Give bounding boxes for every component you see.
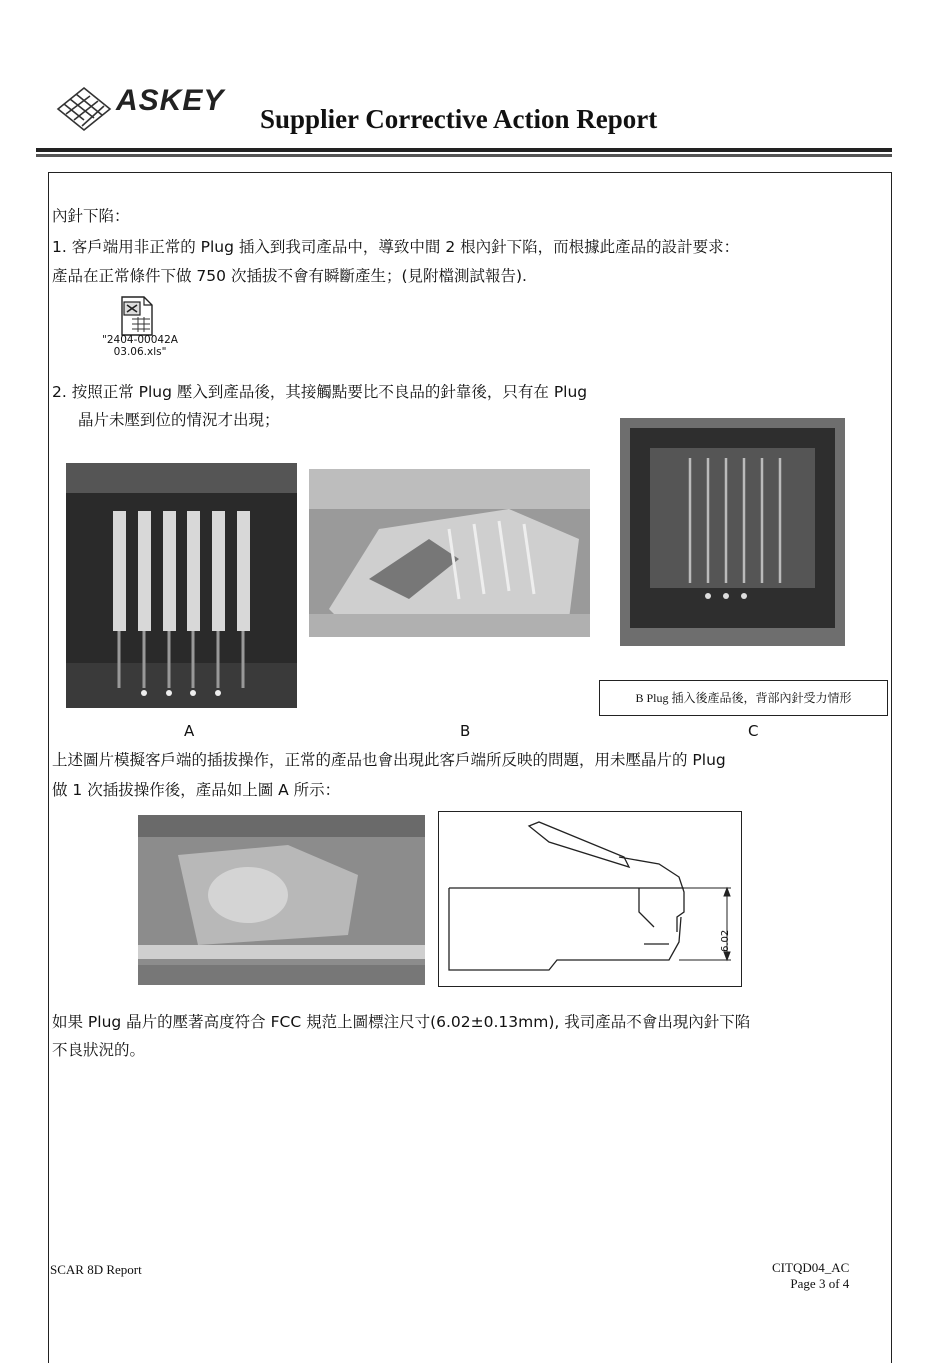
photo-c-back-view	[620, 418, 845, 646]
header-rule-top	[36, 148, 892, 152]
para3-line2: 不良狀況的。	[52, 1041, 146, 1059]
dimension-label: 6.02	[720, 929, 731, 952]
askey-logo-icon	[56, 86, 112, 132]
photo-c-caption-box: B Plug 插入後產品後，背部內針受力情形	[599, 680, 888, 716]
item2-line1: 2. 按照正常 Plug 壓入到產品後，其接觸點要比不良品的針靠後，只有在 Plug	[52, 383, 588, 401]
item1-line1: 1. 客戶端用非正常的 Plug 插入到我司產品中，導致中間 2 根內針下陷，而根據此產品的設計要求：	[52, 238, 740, 256]
para2-line2: 做 1 次插拔操作後，產品如上圖 A 所示：	[52, 781, 341, 799]
photo-label-c: C	[748, 722, 759, 740]
photo-label-b: B	[460, 722, 471, 740]
brand-name: ASKEY	[116, 84, 225, 117]
attachment-filename-line2: 03.06.xls"	[113, 346, 167, 358]
footer-page-number: Page 3 of 4	[790, 1276, 850, 1291]
photo-a-connector-pins	[66, 463, 297, 708]
section-heading: 內針下陷：	[52, 207, 130, 225]
item2-line2: 晶片未壓到位的情況才出現；	[78, 411, 280, 429]
para2-line1: 上述圖片模擬客戶端的插拔操作，正常的產品也會出現此客戶端所反映的問題，用未壓晶片的 Plug	[52, 751, 726, 769]
attachment-filename[interactable]	[92, 334, 188, 358]
footer-report-name: SCAR 8D Report	[50, 1262, 142, 1277]
footer-form-code: CITQD04_AC	[772, 1260, 850, 1275]
header-rule-bottom	[36, 154, 892, 157]
photo-label-a: A	[184, 722, 195, 740]
plug-dimension-drawing	[438, 811, 742, 987]
para3-line1: 如果 Plug 晶片的壓著高度符合 FCC 規范上圖標注尺寸(6.02±0.13mm), 我司產品不會出現內針下陷	[52, 1013, 751, 1031]
report-title: Supplier Corrective Action Report	[260, 104, 658, 134]
excel-file-icon[interactable]	[118, 296, 156, 336]
photo-plug-side	[138, 815, 425, 985]
photo-b-plug-closeup	[309, 469, 590, 637]
item1-line2: 產品在正常條件下做 750 次插拔不會有瞬斷產生；(見附檔測試報告).	[52, 267, 527, 285]
attachment-filename-line1: "2404-00042A	[102, 334, 178, 346]
footer-right	[772, 1260, 849, 1292]
